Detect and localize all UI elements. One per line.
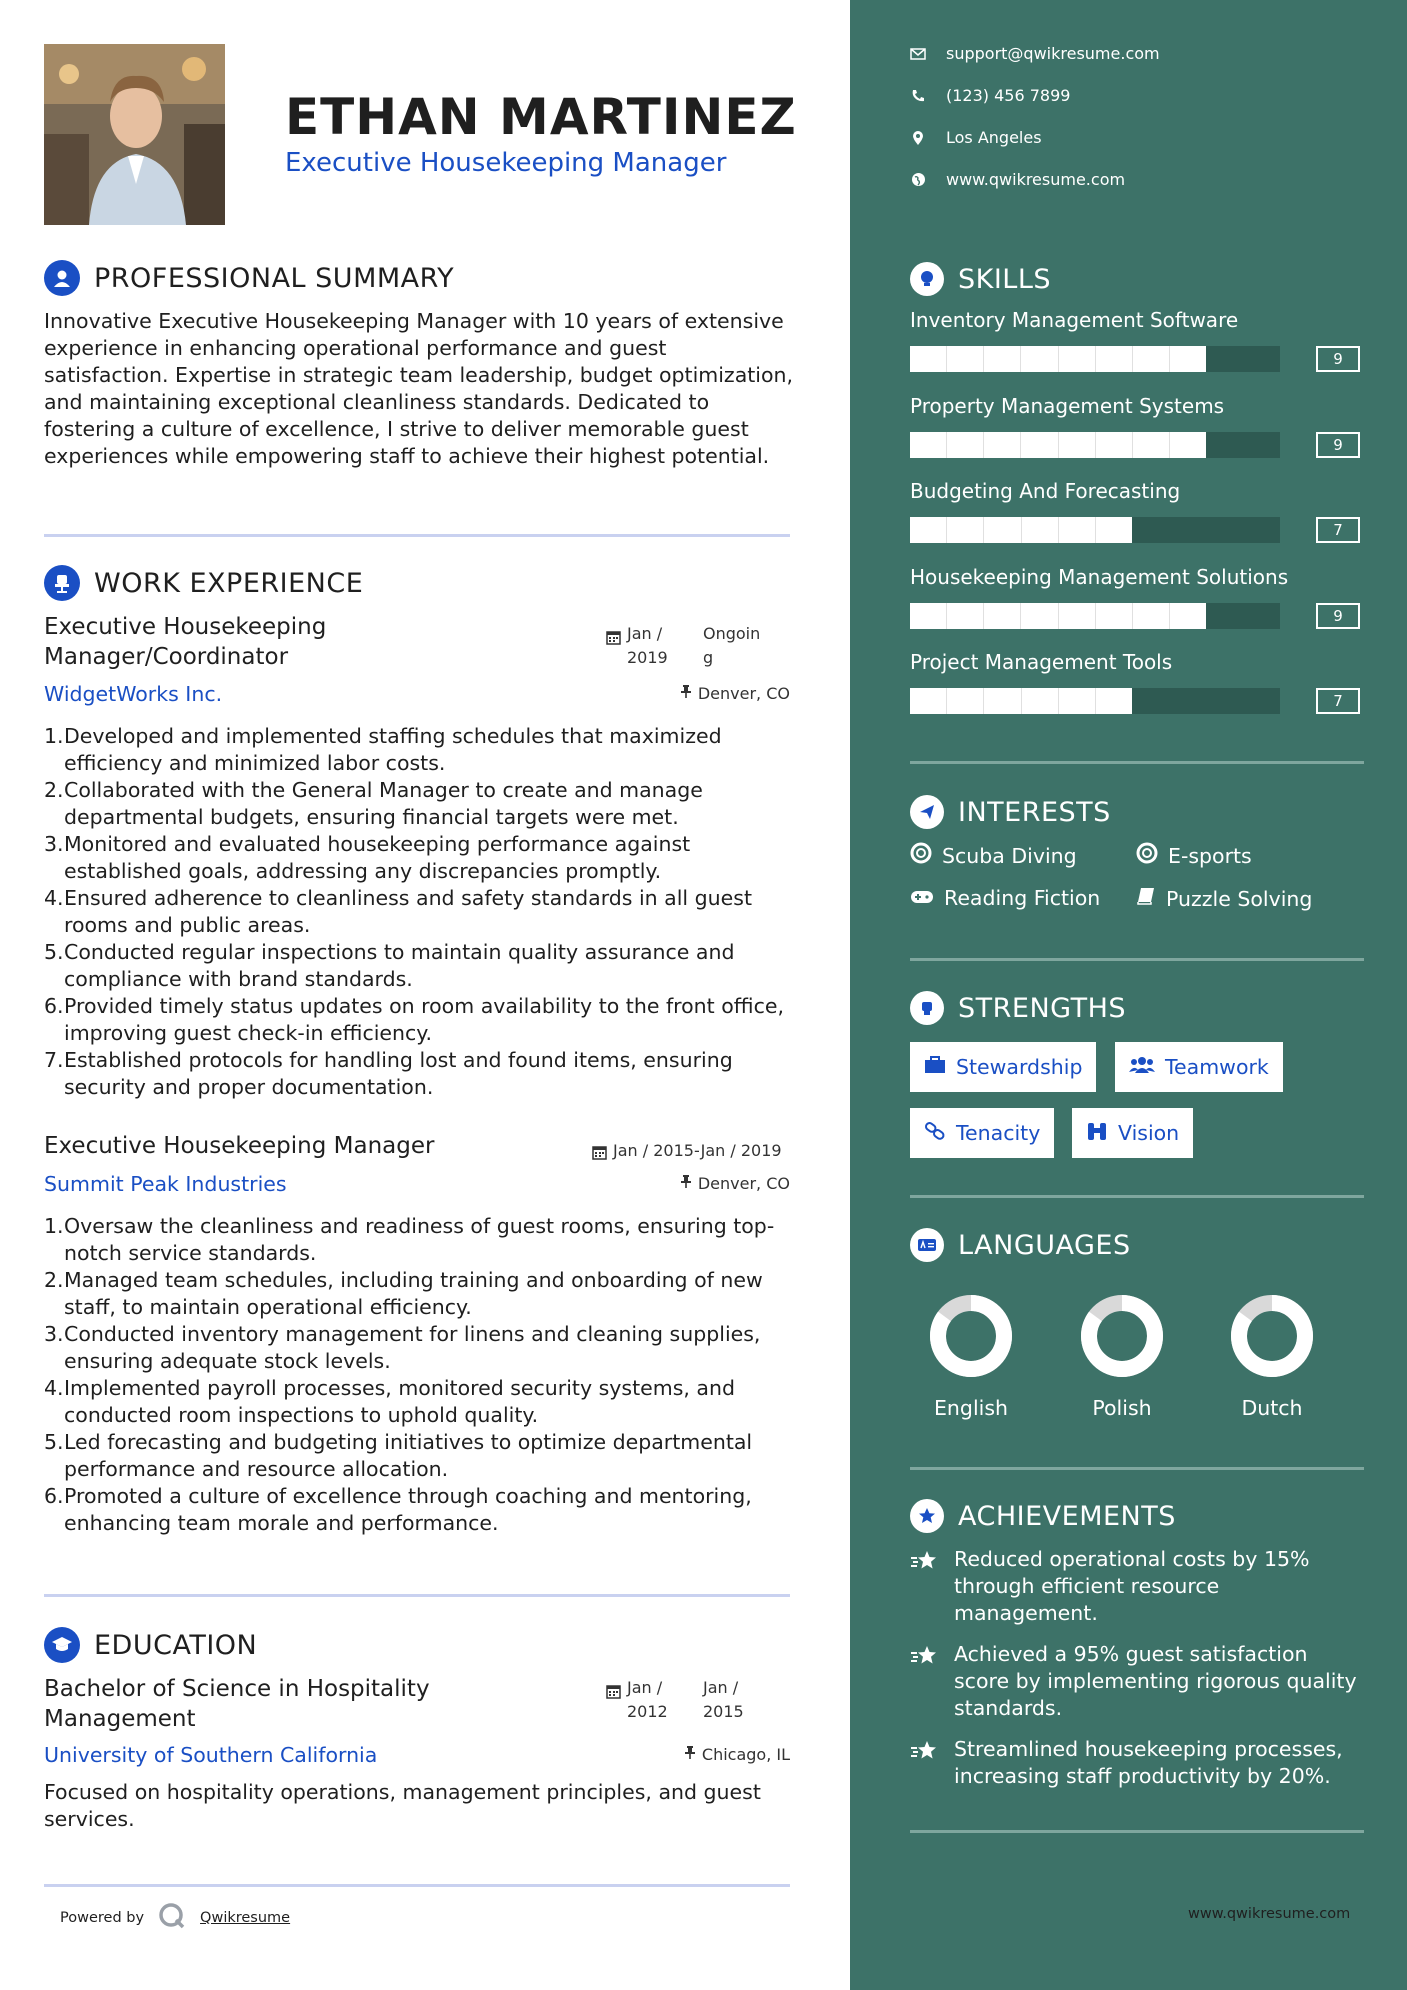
- experience-title: WORK EXPERIENCE: [94, 567, 364, 599]
- profile-photo: [44, 44, 225, 225]
- skill-bar-fill: [910, 603, 1206, 629]
- skill-name: Housekeeping Management Solutions: [910, 564, 1289, 589]
- gamepad-icon: [910, 886, 934, 910]
- interests-title: INTERESTS: [958, 796, 1111, 828]
- achievement-text: Streamlined housekeeping processes, increasing staff productivity by 20%.: [954, 1737, 1343, 1788]
- summary-text: Innovative Executive Housekeeping Manager with 10 years of extensive experience in enhancing operational performance and guest satisfaction. Expertise in strategic team leadership, budget optimization, and maintaining exceptional cleanliness standards. Dedicated to fostering a culture of excellence, I strive to deliver memorable guest experiences while empowering staff to achieve their highest potential.: [44, 309, 794, 468]
- skill-bar: [910, 603, 1280, 629]
- date-start-line: 2012: [627, 1702, 668, 1721]
- translate-icon: [910, 1228, 944, 1262]
- date-start: [627, 1676, 697, 1724]
- list-item: 6. Provided timely status updates on room availability to the front office, improving guest check-in efficiency.: [44, 994, 784, 1045]
- achievements-heading: [910, 1499, 1176, 1533]
- graduation-icon: [44, 1627, 80, 1663]
- job-title: Executive Housekeeping Manager: [44, 1133, 435, 1159]
- section-divider: [44, 1884, 790, 1887]
- list-item: 2. Collaborated with the General Manager to create and manage departmental budgets, ensuring financial targets were met.: [44, 778, 703, 829]
- skill-score: 9: [1316, 346, 1360, 372]
- skills-heading: [910, 262, 1051, 296]
- calendar-icon: [606, 1676, 621, 1706]
- experience-heading: [44, 565, 363, 601]
- contact-phone: [910, 86, 1070, 105]
- skill-bar-fill: [910, 346, 1206, 372]
- education-title: EDUCATION: [94, 1629, 258, 1661]
- skill-score: 9: [1316, 432, 1360, 458]
- company-name: Summit Peak Industries: [44, 1172, 287, 1196]
- language-donut: [1072, 1286, 1172, 1386]
- location-text: Los Angeles: [946, 128, 1042, 147]
- interest-label: Puzzle Solving: [1166, 886, 1313, 911]
- school-name: University of Southern California: [44, 1743, 378, 1767]
- summary-heading: [44, 260, 454, 296]
- list-item: 7. Established protocols for handling lost and found items, ensuring security and proper documentation.: [44, 1048, 733, 1099]
- list-item: 4. Ensured adherence to cleanliness and safety standards in all guest rooms and public areas.: [44, 886, 752, 937]
- school-location: [684, 1745, 790, 1764]
- sidebar-divider: [910, 1195, 1364, 1198]
- language-label: Dutch: [1241, 1396, 1303, 1420]
- skill-bar: [910, 688, 1280, 714]
- globe-icon: [910, 172, 926, 188]
- contact-website: [910, 170, 1125, 189]
- education-heading: [44, 1627, 257, 1663]
- job-title: [44, 612, 326, 672]
- education-dates: [606, 1676, 744, 1724]
- achievement-item: [910, 1546, 1364, 1627]
- date-start-line: 2019: [627, 648, 668, 667]
- calendar-icon: [592, 1139, 607, 1167]
- skill-score: 7: [1316, 688, 1360, 714]
- pin-icon: [680, 684, 692, 703]
- envelope-icon: [910, 46, 926, 62]
- location-text: Denver, CO: [697, 1174, 790, 1193]
- achievement-item: [910, 1641, 1364, 1722]
- skill-bar-fill: [910, 432, 1206, 458]
- list-item: 3. Monitored and evaluated housekeeping performance against established goals, addressing any discrepancies promptly.: [44, 832, 691, 883]
- skill-name: Project Management Tools: [910, 650, 1173, 674]
- sidebar-divider: [910, 958, 1364, 961]
- languages-heading: [910, 1228, 1131, 1262]
- degree-line: Management: [44, 1706, 196, 1732]
- job-location: [680, 1174, 790, 1193]
- pin-icon: [680, 1174, 692, 1193]
- skill-name: Property Management Systems: [910, 393, 1225, 418]
- date-end-line: Ongoin: [703, 624, 761, 643]
- strength-label: Tenacity: [956, 1121, 1041, 1145]
- language-label: English: [933, 1396, 1009, 1420]
- location-text: Denver, CO: [697, 684, 790, 703]
- interest-item: [910, 842, 1077, 869]
- skill-bar-fill: [910, 517, 1132, 543]
- interest-item: [1136, 842, 1252, 869]
- user-icon: [44, 260, 80, 296]
- language-donut: [921, 1286, 1021, 1386]
- achievements-title: ACHIEVEMENTS: [958, 1500, 1176, 1532]
- binoculars-icon: [1086, 1121, 1108, 1146]
- interest-label: Scuba Diving: [942, 843, 1077, 868]
- interest-item: [910, 886, 1100, 910]
- skill-bar: [910, 346, 1280, 372]
- interest-label: E-sports: [1168, 843, 1252, 868]
- skill-name: Inventory Management Software: [910, 308, 1239, 332]
- date-range: Jan / 2015-Jan / 2019: [613, 1141, 782, 1160]
- job-location: [680, 684, 790, 703]
- star-icon: [910, 1736, 942, 1790]
- map-pin-icon: [910, 130, 926, 146]
- job-title-line: Manager/Coordinator: [44, 644, 289, 670]
- sidebar-divider: [910, 1830, 1364, 1833]
- date-start-line: Jan /: [627, 1678, 663, 1697]
- fist-icon: [910, 991, 944, 1025]
- users-icon: [1129, 1055, 1155, 1079]
- interests-heading: [910, 795, 1111, 829]
- star-icon: [910, 1641, 942, 1722]
- job-bullets: [44, 1213, 796, 1537]
- skill-bar: [910, 517, 1280, 543]
- company-name: WidgetWorks Inc.: [44, 682, 223, 706]
- achievement-item: [910, 1736, 1364, 1790]
- strength-label: Stewardship: [956, 1055, 1083, 1079]
- list-item: 1. Oversaw the cleanliness and readiness of guest rooms, ensuring top-notch service standards.: [44, 1214, 775, 1265]
- strength-chip: [1115, 1042, 1283, 1092]
- education-description: Focused on hospitality operations, management principles, and guest services.: [44, 1780, 761, 1831]
- interest-item: [1136, 886, 1312, 911]
- pin-icon: [684, 1745, 696, 1764]
- contact-email: [910, 44, 1160, 63]
- section-divider: [44, 534, 790, 537]
- job-dates: [606, 622, 760, 670]
- footer-url[interactable]: www.qwikresume.com: [1188, 1906, 1351, 1922]
- date-end-line: Jan /: [703, 1678, 739, 1697]
- job-bullets: [44, 723, 796, 1101]
- contact-location: [910, 128, 1042, 147]
- language-label: Polish: [1092, 1396, 1152, 1420]
- degree-line: Bachelor of Science in Hospitality: [44, 1676, 430, 1702]
- sidebar: [850, 0, 1407, 1990]
- candidate-name: ETHAN MARTINEZ: [285, 88, 797, 146]
- sidebar-divider: [910, 761, 1364, 764]
- section-divider: [44, 1594, 790, 1597]
- strengths-title: STRENGTHS: [958, 992, 1127, 1024]
- date-end: [703, 622, 760, 670]
- achievement-text: Reduced operational costs by 15% through efficient resource management.: [954, 1547, 1310, 1625]
- lifebuoy-icon: [1136, 842, 1158, 869]
- strength-chip: [910, 1108, 1054, 1158]
- job-title-line: Executive Housekeeping: [44, 614, 327, 640]
- strength-chip: [1072, 1108, 1193, 1158]
- star-icon: [910, 1546, 942, 1627]
- phone-icon: [910, 88, 926, 104]
- briefcase-chair-icon: [44, 565, 80, 601]
- strength-chip: [910, 1042, 1096, 1092]
- language-donut: [1222, 1286, 1322, 1386]
- qwikresume-logo-icon: [158, 1902, 186, 1934]
- email-text[interactable]: support@qwikresume.com: [946, 44, 1160, 63]
- languages-title: LANGUAGES: [958, 1229, 1131, 1261]
- list-item: 6. Promoted a culture of excellence through coaching and mentoring, enhancing team morale and performance.: [44, 1484, 752, 1535]
- interest-label: Reading Fiction: [944, 886, 1101, 910]
- achievement-text: Achieved a 95% guest satisfaction score by implementing rigorous quality standards.: [954, 1642, 1357, 1720]
- skills-title: SKILLS: [958, 263, 1052, 295]
- powered-by: [60, 1902, 290, 1934]
- location-text: Chicago, IL: [701, 1745, 790, 1764]
- date-end-line: 2015: [703, 1702, 744, 1721]
- list-item: 1. Developed and implemented staffing schedules that maximized efficiency and minimized labor costs.: [44, 724, 722, 775]
- list-item: 5. Led forecasting and budgeting initiatives to optimize departmental performance and resource allocation.: [44, 1430, 753, 1481]
- lifebuoy-icon: [910, 842, 932, 869]
- book-icon: [1136, 886, 1156, 911]
- job-dates: [592, 1139, 782, 1167]
- skill-score: 9: [1316, 603, 1360, 629]
- strength-label: Vision: [1118, 1121, 1180, 1145]
- calendar-icon: [606, 622, 621, 652]
- list-item: 4. Implemented payroll processes, monitored security systems, and conducted room inspections to uphold quality.: [44, 1376, 735, 1427]
- skill-bar: [910, 432, 1280, 458]
- link-icon: [924, 1121, 946, 1146]
- powered-by-label: Powered by: [60, 1910, 145, 1926]
- candidate-title: Executive Housekeeping Manager: [285, 148, 727, 178]
- sidebar-divider: [910, 1467, 1364, 1470]
- list-item: 2. Managed team schedules, including training and onboarding of new staff, to maintain operational efficiency.: [44, 1268, 763, 1319]
- strengths-heading: [910, 991, 1126, 1025]
- degree-title: [44, 1674, 430, 1734]
- skill-name: Budgeting And Forecasting: [910, 479, 1181, 503]
- website-text[interactable]: www.qwikresume.com: [946, 170, 1126, 189]
- summary-title: PROFESSIONAL SUMMARY: [94, 262, 455, 294]
- star-badge-icon: [910, 1499, 944, 1533]
- list-item: 3. Conducted inventory management for linens and cleaning supplies, ensuring adequate stock levels.: [44, 1322, 761, 1373]
- list-item: 5. Conducted regular inspections to maintain quality assurance and compliance with brand standards.: [44, 940, 735, 991]
- skill-bar-fill: [910, 688, 1132, 714]
- briefcase-icon: [924, 1055, 946, 1079]
- date-end: [703, 1676, 744, 1724]
- phone-text: (123) 456 7899: [946, 86, 1071, 105]
- date-end-line: g: [703, 648, 714, 667]
- paper-plane-icon: [910, 795, 944, 829]
- date-start-line: Jan /: [627, 624, 663, 643]
- lightbulb-icon: [910, 262, 944, 296]
- skill-score: 7: [1316, 517, 1360, 543]
- brand-link[interactable]: Qwikresume: [200, 1910, 291, 1926]
- strength-label: Teamwork: [1165, 1055, 1269, 1079]
- date-start: [627, 622, 697, 670]
